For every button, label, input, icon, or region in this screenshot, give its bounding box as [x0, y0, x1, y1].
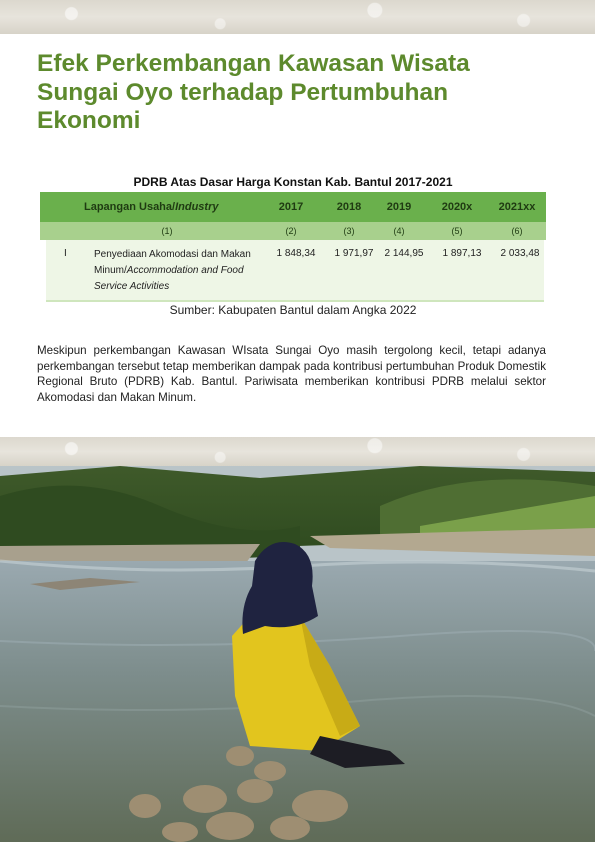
river-photo-illustration [0, 466, 595, 842]
colnum-4: (4) [393, 226, 405, 236]
row-label-id: Penyediaan Akomodasi dan Makan Minum/ [94, 249, 251, 276]
colnum-1: (1) [161, 226, 173, 236]
value-2020: 1 897,13 [442, 248, 482, 259]
pdrb-table [40, 192, 546, 302]
header-label-en: Industry [175, 201, 219, 213]
value-2017: 1 848,34 [276, 248, 316, 259]
row-label-en: Accommodation and Food Service Activities [94, 265, 244, 292]
row-label [94, 247, 254, 295]
header-year-2021: 2021xx [498, 201, 536, 213]
table-column-numbers [40, 222, 546, 240]
value-2019: 2 144,95 [384, 248, 424, 259]
header-year-2020: 2020x [441, 201, 473, 213]
river-photo [0, 466, 595, 842]
table-row [46, 240, 544, 302]
value-2018: 1 971,97 [334, 248, 374, 259]
value-2021: 2 033,48 [500, 248, 540, 259]
header-year-2017: 2017 [278, 201, 304, 213]
row-code: I [64, 248, 67, 259]
table-source: Sumber: Kabupaten Bantul dalam Angka 2022 [169, 303, 417, 317]
body-paragraph: Meskipun perkembangan Kawasan WIsata Sungai Oyo masih tergolong kecil, tetapi adanya perkembangan tersebut tetap memberikan dampak pada kontribusi pertumbuhan Produk Domestik Regional Bruto (PDRB) Kab. Bantul. Pariwisata memberikan kontribusi PDRB melalui sektor Akomodasi dan Makan Minum. [37, 344, 546, 404]
top-texture-band [0, 0, 595, 34]
table-header-row [40, 192, 546, 222]
mid-texture-band [0, 437, 595, 466]
header-year-2018: 2018 [336, 201, 362, 213]
colnum-6: (6) [511, 226, 523, 236]
colnum-5: (5) [451, 226, 463, 236]
colnum-3: (3) [343, 226, 355, 236]
header-industry [84, 201, 218, 213]
colnum-2: (2) [285, 226, 297, 236]
header-label: Lapangan Usaha/ [84, 201, 176, 213]
header-year-2019: 2019 [386, 201, 412, 213]
page-title: Efek Perkembangan Kawasan Wisata Sungai Oyo terhadap Pertumbuhan Ekonomi [37, 50, 470, 134]
table-caption: PDRB Atas Dasar Harga Konstan Kab. Bantul 2017-2021 [133, 175, 453, 189]
